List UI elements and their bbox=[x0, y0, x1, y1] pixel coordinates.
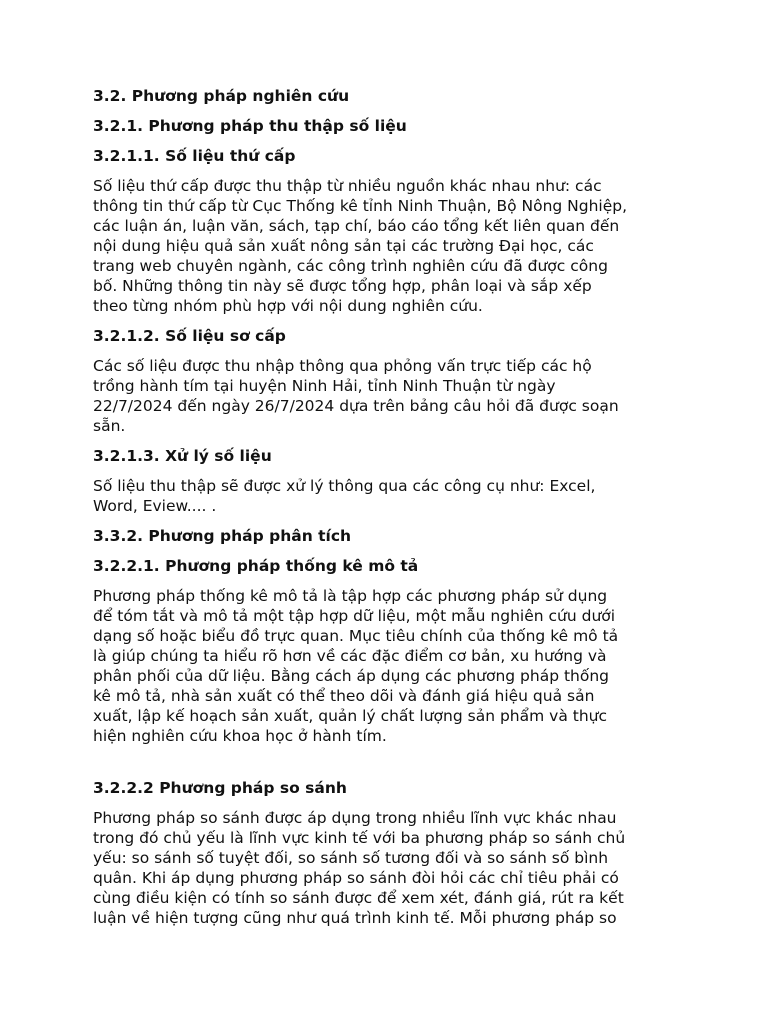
text-line: xuất, lập kế hoạch sản xuất, quản lý chất lượng sản phẩm và thực bbox=[93, 707, 607, 725]
paragraph-secondary-data bbox=[93, 176, 678, 316]
paragraph-comparison-method bbox=[93, 808, 678, 928]
text-line: Word, Eview.... . bbox=[93, 497, 217, 515]
heading-3-2-1-1: 3.2.1.1. Số liệu thứ cấp bbox=[93, 147, 296, 165]
text-line: Số liệu thu thập sẽ được xử lý thông qua các công cụ như: Excel, bbox=[93, 477, 596, 495]
text-line: là giúp chúng ta hiểu rõ hơn về các đặc điểm cơ bản, xu hướng và bbox=[93, 647, 607, 665]
text-line: sẵn. bbox=[93, 417, 126, 435]
text-line: trong đó chủ yếu là lĩnh vực kinh tế với ba phương pháp so sánh chủ bbox=[93, 829, 626, 847]
heading-3-2-2-2: 3.2.2.2 Phương pháp so sánh bbox=[93, 779, 347, 797]
text-line: hiện nghiên cứu khoa học ở hành tím. bbox=[93, 727, 387, 745]
text-line: cùng điều kiện có tính so sánh được để xem xét, đánh giá, rút ra kết bbox=[93, 889, 624, 907]
text-line: luận về hiện tượng cũng như quá trình kinh tế. Mỗi phương pháp so bbox=[93, 909, 617, 927]
text-line: để tóm tắt và mô tả một tập hợp dữ liệu, một mẫu nghiên cứu dưới bbox=[93, 607, 616, 625]
heading-3-2-1-3: 3.2.1.3. Xử lý số liệu bbox=[93, 447, 272, 465]
text-line: phân phối của dữ liệu. Bằng cách áp dụng các phương pháp thống bbox=[93, 667, 610, 685]
text-line: các luận án, luận văn, sách, tạp chí, báo cáo tổng kết liên quan đến bbox=[93, 217, 620, 235]
paragraph-primary-data bbox=[93, 356, 678, 436]
text-line: Phương pháp so sánh được áp dụng trong nhiều lĩnh vực khác nhau bbox=[93, 809, 617, 827]
text-line: Số liệu thứ cấp được thu thập từ nhiều nguồn khác nhau như: các bbox=[93, 177, 602, 195]
text-line: kê mô tả, nhà sản xuất có thể theo dõi và đánh giá hiệu quả sản bbox=[93, 687, 595, 705]
text-line: 22/7/2024 đến ngày 26/7/2024 dựa trên bảng câu hỏi đã được soạn bbox=[93, 397, 619, 415]
text-line: bố. Những thông tin này sẽ được tổng hợp, phân loại và sắp xếp bbox=[93, 277, 592, 295]
heading-3-2: 3.2. Phương pháp nghiên cứu bbox=[93, 87, 350, 105]
blank-line bbox=[93, 756, 678, 778]
text-line: nội dung hiệu quả sản xuất nông sản tại các trường Đại học, các bbox=[93, 237, 594, 255]
text-line: dạng số hoặc biểu đồ trực quan. Mục tiêu chính của thống kê mô tả bbox=[93, 627, 619, 645]
text-line: yếu: so sánh số tuyệt đối, so sánh số tương đối và so sánh số bình bbox=[93, 849, 609, 867]
paragraph-data-processing bbox=[93, 476, 678, 516]
text-line: trồng hành tím tại huyện Ninh Hải, tỉnh Ninh Thuận từ ngày bbox=[93, 377, 556, 395]
text-line: quân. Khi áp dụng phương pháp so sánh đòi hỏi các chỉ tiêu phải có bbox=[93, 869, 619, 887]
text-line: Các số liệu được thu nhập thông qua phỏng vấn trực tiếp các hộ bbox=[93, 357, 592, 375]
text-line: theo từng nhóm phù hợp với nội dung nghiên cứu. bbox=[93, 297, 483, 315]
heading-3-3-2: 3.3.2. Phương pháp phân tích bbox=[93, 527, 352, 545]
text-line: thông tin thứ cấp từ Cục Thống kê tỉnh Ninh Thuận, Bộ Nông Nghiệp, bbox=[93, 197, 628, 215]
paragraph-descriptive-statistics bbox=[93, 586, 678, 746]
heading-3-2-1: 3.2.1. Phương pháp thu thập số liệu bbox=[93, 117, 407, 135]
heading-3-2-1-2: 3.2.1.2. Số liệu sơ cấp bbox=[93, 327, 286, 345]
text-line: Phương pháp thống kê mô tả là tập hợp các phương pháp sử dụng bbox=[93, 587, 608, 605]
heading-3-2-2-1: 3.2.2.1. Phương pháp thống kê mô tả bbox=[93, 557, 419, 575]
text-line: trang web chuyên ngành, các công trình nghiên cứu đã được công bbox=[93, 257, 608, 275]
